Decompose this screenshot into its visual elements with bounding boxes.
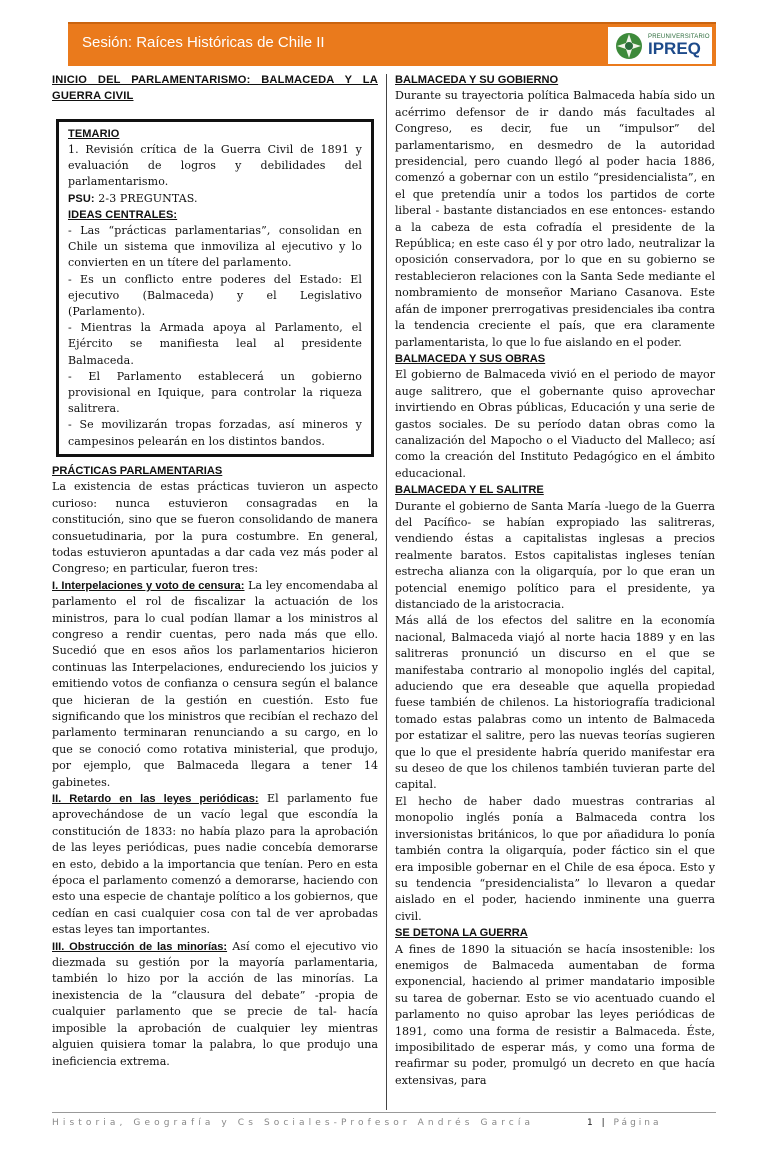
- gobierno-text: Durante su trayectoria política Balmaceda había sido un acérrimo defensor de ir dando más facultades al Congreso, es decir, fue un “impulsor” del parlamentarismo, en desmedro de la autoridad presidencial, pero cuando llegó al poder hacia 1886, comenzó a gobernar con un estilo “presidencialista”, en el que pretendía unir a todos los partidos de corte liberal - bastante distanciados en ese entonces- estando a la cabeza de esta cofradía el presidente de la República; en este caso él y por otro lado, neutralizar la oposición conservadora, por lo que en su gobierno se restablecieron relaciones con la Santa Sede mediante el nombramiento de monseñor Mariano Casanova. Este afán de imponer prerrogativas presidenciales iba contra la tendencia creciente el país, que era claramente parlamentarista, lo que lo fue aislando en el poder.: [395, 89, 715, 349]
- guerra-text: A fines de 1890 la situación se hacía insostenible: los enemigos de Balmaceda aumentaban de forma exponencial, haciendo al primer mandatario imposible su tarea de gobernar. Esto se vio acentuado cuando el parlamento no quiso aprobar las leyes periódicas de 1891, como una forma de resistir a Balmaceda. Éste, imposibilitado de esperar más, y como una forma de reafirmar su poder, promulgó un decreto en que hacía extensivas, para: [395, 942, 715, 1087]
- page-number: 1: [587, 1118, 596, 1128]
- practica-2-label: II. Retardo en las leyes periódicas:: [52, 793, 259, 805]
- page-indicator: [587, 1118, 662, 1128]
- gobierno-heading: BALMACEDA Y SU GOBIERNO: [395, 74, 559, 86]
- temario-heading: TEMARIO: [68, 127, 120, 140]
- salitre-heading: BALMACEDA Y EL SALITRE: [395, 484, 544, 497]
- guerra-heading: SE DETONA LA GUERRA: [395, 927, 528, 940]
- practica-1-label: I. Interpelaciones y voto de censura:: [52, 579, 245, 592]
- practicas-heading: PRÁCTICAS PARLAMENTARIAS: [52, 464, 223, 477]
- practica-1-text: La ley encomendaba al parlamento el rol de fiscalizar la actuación de los ministros, para lo cual podían llamar a los ministros al congreso a rendir cuentas, pero nada más que ello. Sucedió que en esos años los parlamentarios hicieron continuas las Interpelaciones, endureciendo los juicios y emitiendo votos de confianza o censura según el balance que hicieran de la gestión en cuestión. Esto fue significando que los ministros que recibían el rechazo del parlamento terminaran renunciando a su cargo, en lo que se conoció como rotativa ministerial, que produjo, por ejemplo, que Balmaceda llegara a tener 14 gabinetes.: [52, 578, 378, 789]
- psu-label: PSU:: [68, 192, 95, 205]
- column-divider: [386, 74, 387, 1110]
- header-bar: [68, 22, 716, 66]
- right-column: [395, 72, 715, 1089]
- salitre-text-1: Durante el gobierno de Santa María -luego de la Guerra del Pacífico- se habían expropiado las salitreras, vendiendo éstas a capitalistas inglesas a precios realmente baratos. Estos capitalistas ingleses tenían estrecha alianza con la oligarquía, por lo que eran un potencial enemigo político para el presidente, ya distanciado de la aristocracia.: [395, 499, 715, 611]
- practicas-text: La existencia de estas prácticas tuvieron un aspecto curioso: nunca estuvieron consagradas en la constitución, sino que se fueron consolidando de manera consuetudinaria, por la pura costumbre. En general, todas estuvieron apuntadas a dar cada vez más poder al Congreso; en particular, fueron tres:: [52, 480, 378, 576]
- session-title: Sesión: Raíces Históricas de Chile II: [82, 34, 325, 51]
- logo-big-text: IPREQ: [648, 39, 701, 58]
- psu-line: [68, 191, 362, 207]
- idea-item: - Se movilizarán tropas forzadas, así mineros y campesinos pelearán en los distintos bandos.: [68, 418, 362, 448]
- idea-item: - El Parlamento establecerá un gobierno provisional en Iquique, para controlar la riqueza salitrera.: [68, 369, 362, 416]
- logo-small-text: PREUNIVERSITARIO: [648, 34, 710, 40]
- left-column: [52, 72, 378, 1070]
- practica-2-text: El parlamento fue aprovechándose de un vacío legal que escondía la constitución de 1833: no había plazo para la aprobación de las leyes periódicas, pues nadie concebía demorarse en esto, debido a la importancia que tenían. Pero en esta época el parlamento comenzó a demorarse, haciendo con esto una especie de chantaje político a los gobiernos, que cedían en casi cualquier cosa con tal de ver aprobadas estas leyes tan importantes.: [52, 792, 379, 937]
- ideas-heading: IDEAS CENTRALES:: [68, 208, 178, 221]
- practica-3-label: III. Obstrucción de las minorías:: [52, 940, 228, 953]
- obras-heading: BALMACEDA Y SUS OBRAS: [395, 352, 546, 365]
- practica-3: [52, 939, 378, 1070]
- footer-course-text: Historia, Geografía y Cs Sociales-Profesor Andrés García: [52, 1118, 535, 1128]
- page-footer: [52, 1112, 716, 1136]
- salitre-text-3: El hecho de haber dado muestras contrarias al monopolio inglés ponía a Balmaceda contra los inversionistas británicos, lo que por añadidura lo ponía también contra la oligarquía, poder fáctico sin el que era imposible gobernar en el Chile de esa época. Esto y su tendencia “presidencialista” lo llevaron a quedar aislado en el poder, haciendo inminente una guerra civil.: [395, 794, 715, 923]
- page-separator: |: [601, 1118, 608, 1128]
- temario-box: [56, 119, 374, 457]
- page-label: Página: [613, 1118, 662, 1128]
- logo-emblem-icon: [614, 31, 644, 61]
- idea-item: - Mientras la Armada apoya al Parlamento, el Ejército se manifiesta leal al presidente Balmaceda.: [68, 321, 362, 367]
- idea-item: - Es un conflicto entre poderes del Estado: El ejecutivo (Balmaceda) y el Legislativo (Parlamento).: [68, 272, 362, 319]
- salitre-text-2: Más allá de los efectos del salitre en la economía nacional, Balmaceda viajó al norte hacia 1889 y en las salitreras pronunció un discurso en el que se manifestaba contrario al monopolio inglés del capital, aduciendo que era deseable que aquella propiedad fuese también de chilenos. La historiografía tradicional tomado estas palabras como un intento de Balmaceda por estatizar el salitre, pero las nuevas teorías sugieren que lo que el presidente habría querido manifestar era su deseo de que los chilenos también tuvieran parte del capital.: [395, 614, 715, 792]
- ipreq-logo: [608, 27, 712, 64]
- psu-value: 2-3 PREGUNTAS.: [94, 191, 198, 205]
- practica-1: [52, 578, 378, 791]
- practica-3-text: Así como el ejecutivo vio diezmada su gestión por la mayoría parlamentaria, también lo hizo por la acción de las minorías. La inexistencia de la “clausura del debate” -propia de cualquier parlamento que se precie de tal- hacía imposible la aprobación de cualquier ley mientras alguien quisiera tomar la palabra, lo que produjo una ineficiencia extrema.: [52, 939, 379, 1068]
- temario-item-1: 1. Revisión crítica de la Guerra Civil de 1891 y evaluación de logros y debilidades del parlamentarismo.: [68, 143, 362, 189]
- practica-2: [52, 791, 378, 939]
- document-title: INICIO DEL PARLAMENTARISMO: BALMACEDA Y LA GUERRA CIVIL: [52, 74, 378, 103]
- obras-text: El gobierno de Balmaceda vivió en el periodo de mayor auge salitrero, que el gobernante quiso aprovechar invirtiendo en Obras públicas, Educación y una serie de gastos sociales. De su período datan obras como la canalización del Mapocho o el Viaducto del Malleco; así como la creación del Instituto Pedagógico en el ámbito educacional.: [395, 368, 715, 480]
- idea-item: - Las “prácticas parlamentarias”, consolidan en Chile un sistema que inmoviliza al ejecutivo y lo convierten en un títere del parlamento.: [68, 224, 362, 270]
